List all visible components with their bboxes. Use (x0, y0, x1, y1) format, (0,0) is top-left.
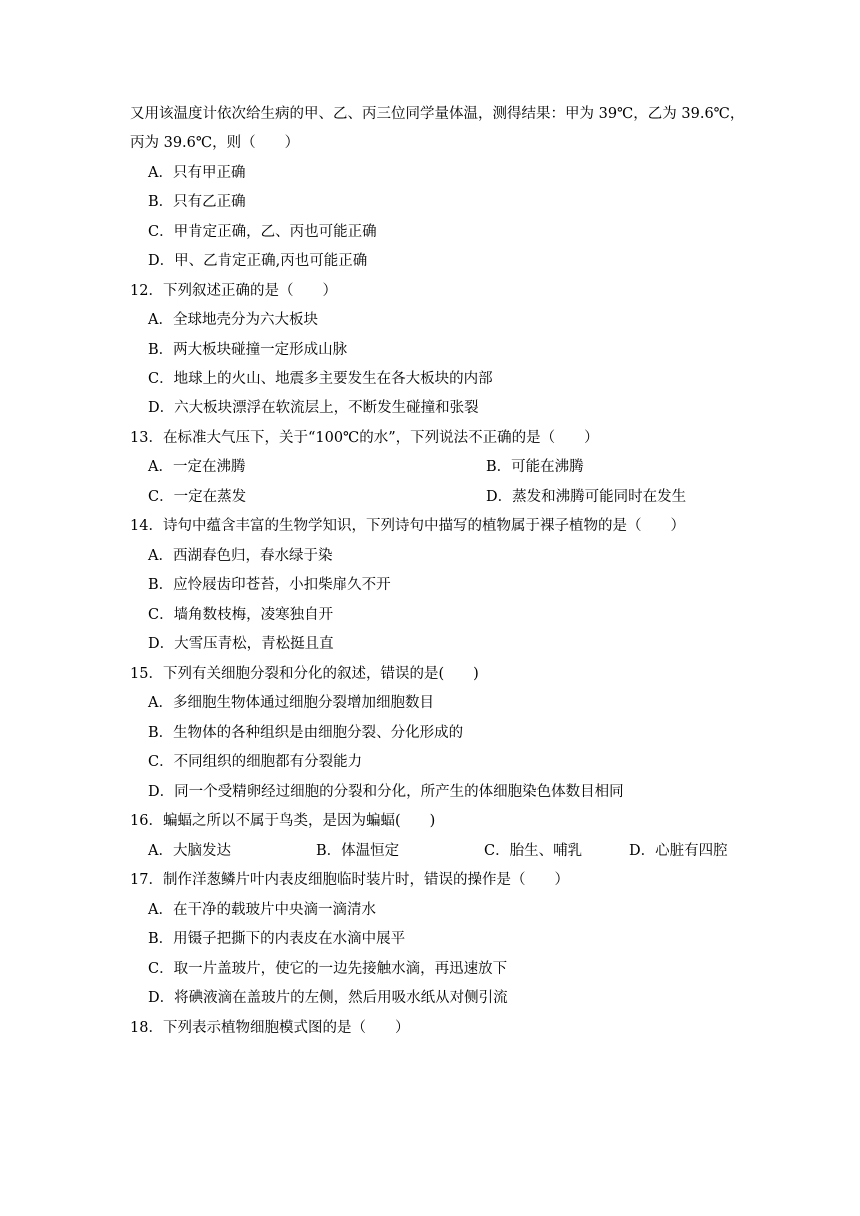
q12-option-a: A．全球地壳分为六大板块 (148, 312, 318, 328)
intro-option-c: C．甲肯定正确，乙、丙也可能正确 (148, 224, 377, 240)
intro-line-1: 又用该温度计依次给生病的甲、乙、丙三位同学量体温，测得结果：甲为 39℃，乙为 39.6℃， (130, 106, 745, 122)
q14-option-d: D．大雪压青松，青松挺且直 (148, 636, 334, 652)
q12-stem: 12．下列叙述正确的是（ ） (130, 283, 337, 299)
q16-option-c: C．胎生、哺乳 (484, 843, 583, 859)
q15-option-b: B．生物体的各种组织是由细胞分裂、分化形成的 (148, 725, 464, 741)
q13-option-c: C．一定在蒸发 (148, 489, 247, 505)
q12-option-d: D．六大板块漂浮在软流层上，不断发生碰撞和张裂 (148, 400, 479, 416)
q16-option-d: D．心脏有四腔 (629, 843, 728, 859)
q13-option-a: A．一定在沸腾 (148, 459, 246, 475)
q17-option-b: B．用镊子把撕下的内表皮在水滴中展平 (148, 931, 406, 947)
q15-option-d: D．同一个受精卵经过细胞的分裂和分化，所产生的体细胞染色体数目相同 (148, 784, 624, 800)
q16-option-a: A．大脑发达 (148, 843, 231, 859)
q12-option-b: B．两大板块碰撞一定形成山脉 (148, 342, 348, 358)
intro-option-d: D．甲、乙肯定正确,丙也可能正确 (148, 253, 368, 269)
q13-option-d: D．蒸发和沸腾可能同时在发生 (486, 489, 687, 505)
q17-option-d: D．将碘液滴在盖玻片的左侧，然后用吸水纸从对侧引流 (148, 990, 508, 1006)
q17-option-c: C．取一片盖玻片，使它的一边先接触水滴，再迅速放下 (148, 961, 508, 977)
q15-option-c: C．不同组织的细胞都有分裂能力 (148, 754, 363, 770)
q16-stem: 16．蝙蝠之所以不属于鸟类，是因为蝙蝠( ) (130, 813, 436, 829)
q18-stem: 18．下列表示植物细胞模式图的是（ ） (130, 1020, 410, 1036)
q14-stem: 14．诗句中蕴含丰富的生物学知识，下列诗句中描写的植物属于裸子植物的是（ ） (130, 518, 685, 534)
q13-option-b: B．可能在沸腾 (486, 459, 584, 475)
intro-option-b: B．只有乙正确 (148, 194, 246, 210)
q16-option-b: B．体温恒定 (316, 843, 400, 859)
q14-option-c: C．墙角数枝梅，凌寒独自开 (148, 607, 334, 623)
q14-option-a: A．西湖春色归，春水绿于染 (148, 548, 333, 564)
q17-stem: 17．制作洋葱鳞片叶内表皮细胞临时装片时，错误的操作是（ ） (130, 872, 569, 888)
q13-stem: 13．在标准大气压下，关于“100℃的水”，下列说法不正确的是（ ） (130, 430, 599, 446)
intro-option-a: A．只有甲正确 (148, 165, 246, 181)
q14-option-b: B．应怜屐齿印苍苔，小扣柴扉久不开 (148, 577, 391, 593)
q15-option-a: A．多细胞生物体通过细胞分裂增加细胞数目 (148, 695, 434, 711)
q15-stem: 15．下列有关细胞分裂和分化的叙述，错误的是( ) (130, 666, 479, 682)
q17-option-a: A．在干净的载玻片中央滴一滴清水 (148, 902, 376, 918)
q12-option-c: C．地球上的火山、地震多主要发生在各大板块的内部 (148, 371, 493, 387)
intro-line-2: 丙为 39.6℃，则（ ） (130, 135, 300, 151)
